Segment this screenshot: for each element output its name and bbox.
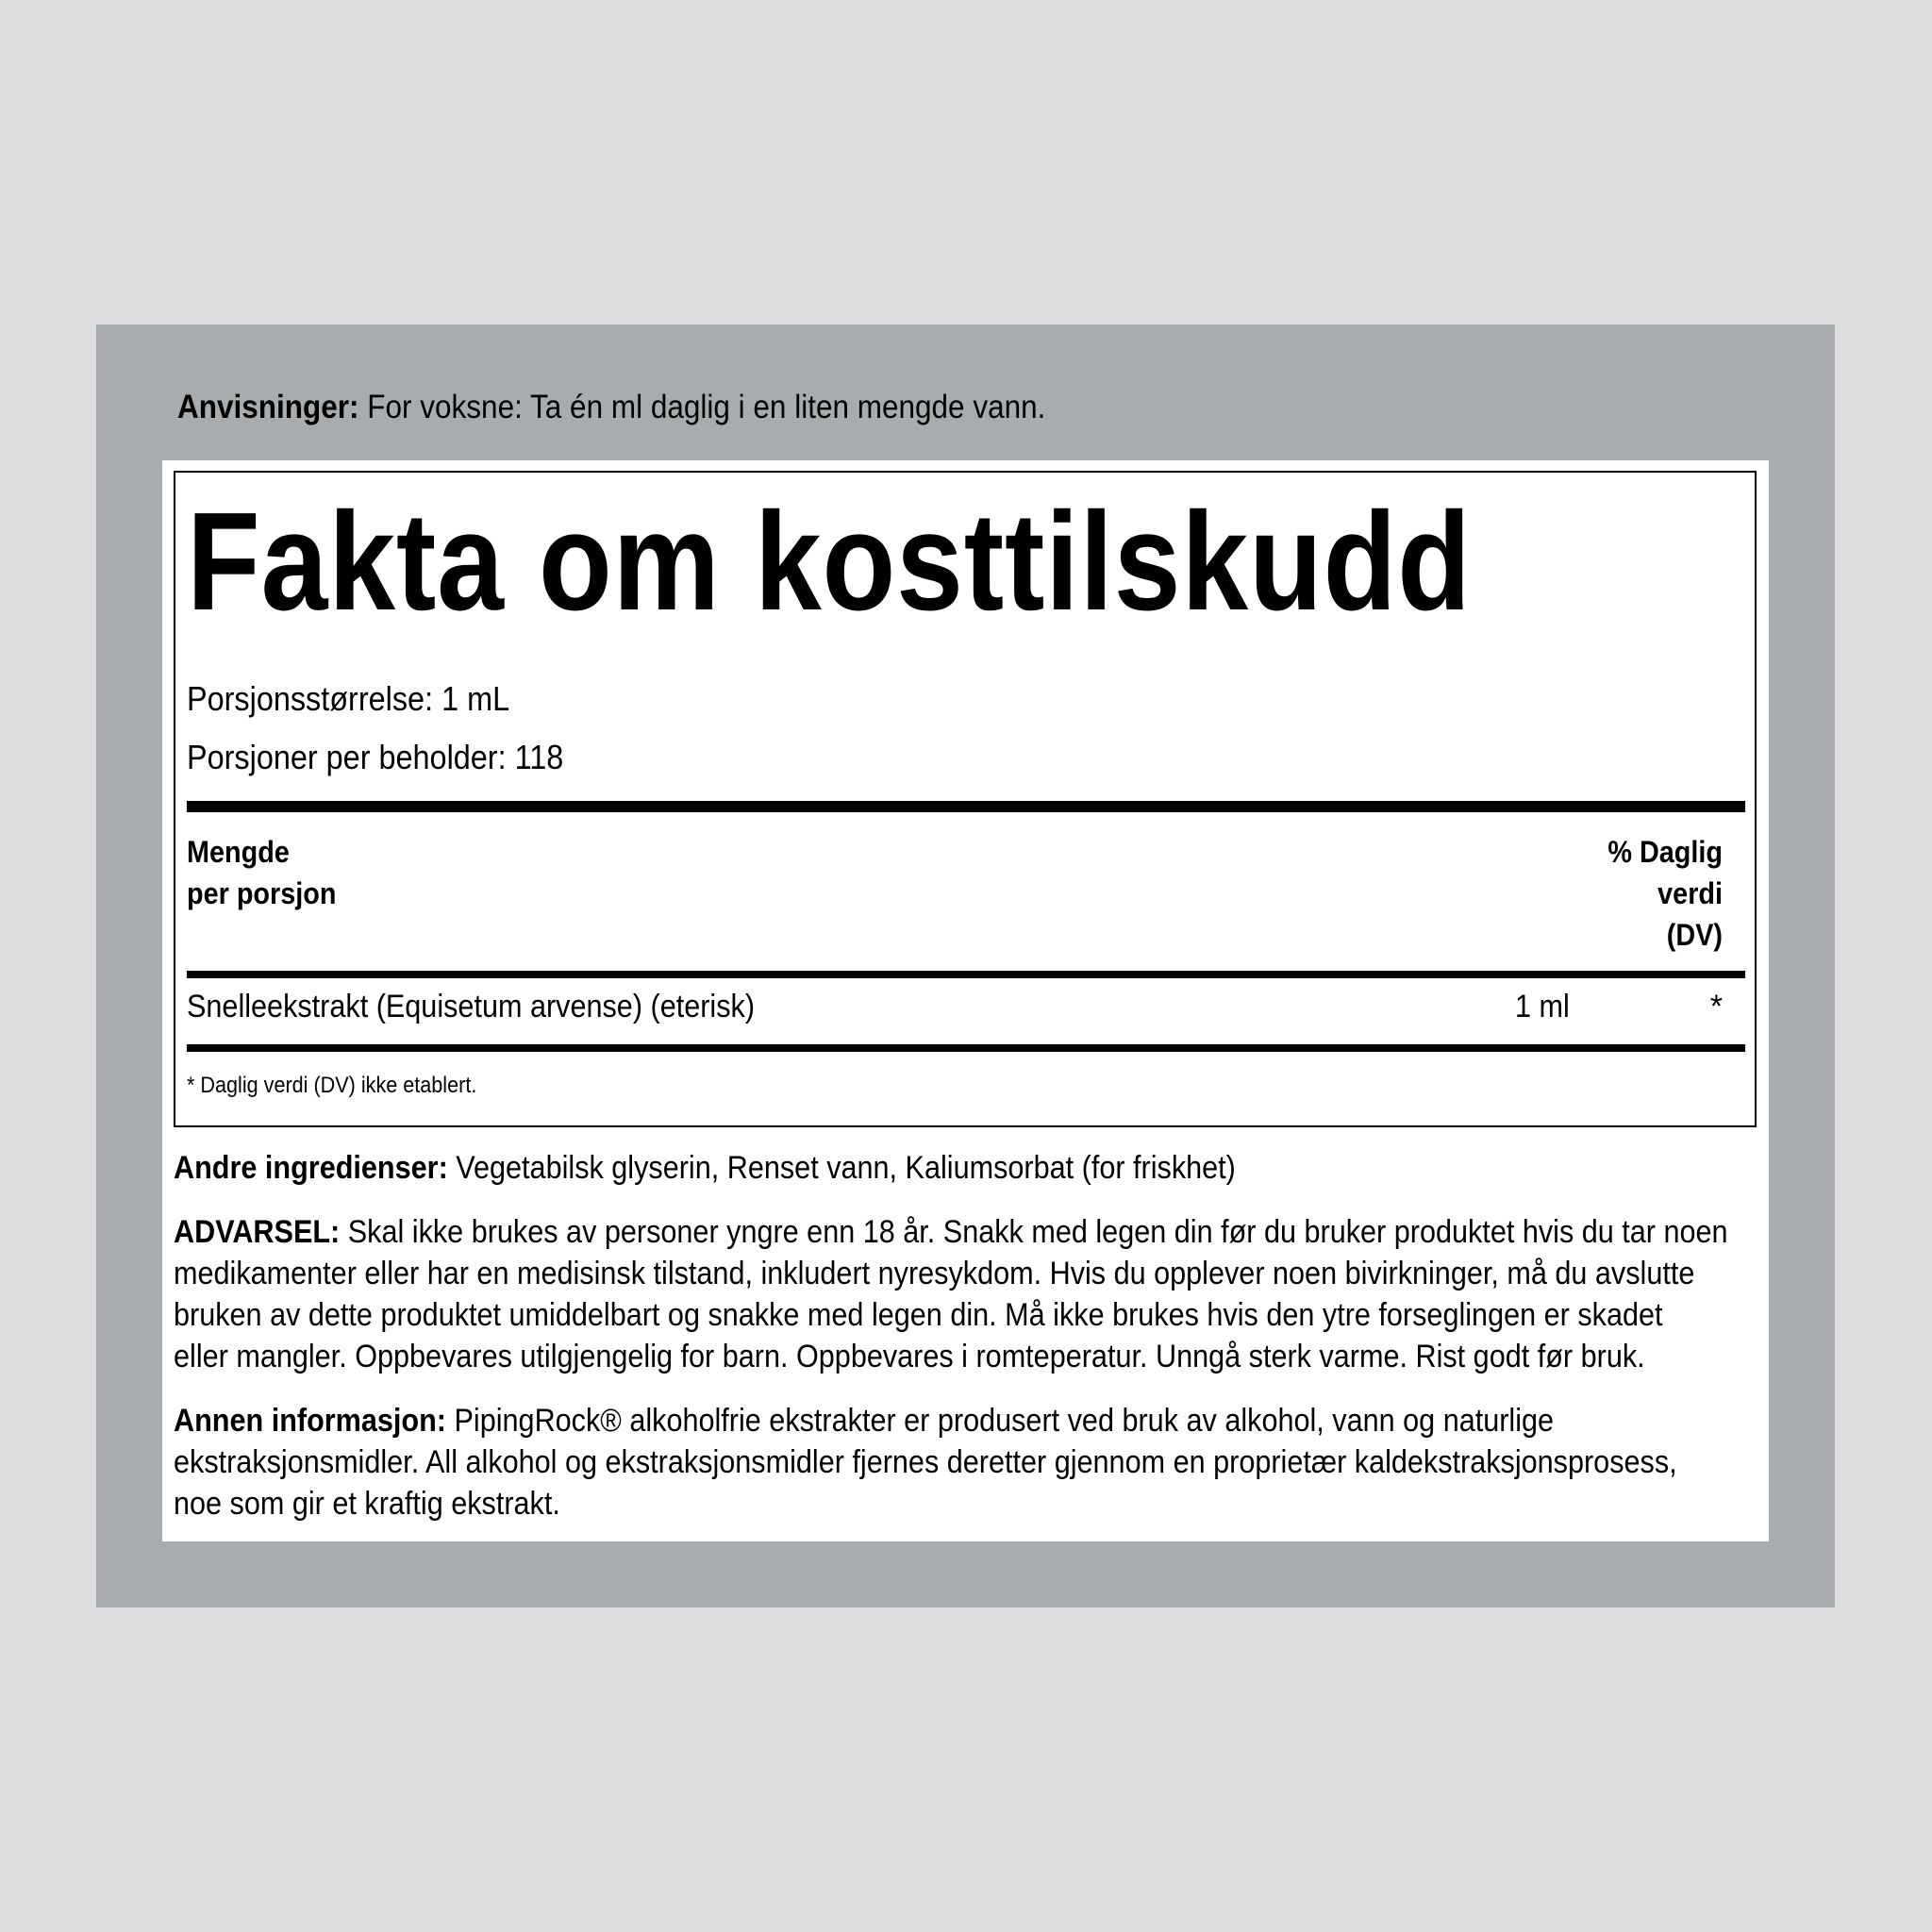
other-information (174, 1400, 1744, 1524)
amount-header-line2: per porsjon (187, 876, 337, 910)
warning-label: ADVARSEL: (174, 1214, 341, 1250)
other-info-label: Annen informasjon: (174, 1403, 446, 1439)
other-ingredients (174, 1147, 1744, 1189)
dv-header-line1: % Daglig (1607, 835, 1723, 869)
warning-line3: bruken av dette produktet umiddelbart og snakke med legen din. Må ikke brukes hvis den ytre forseglingen er skadet (174, 1297, 1663, 1333)
header-divider (187, 971, 1745, 978)
amount-per-serving-header (187, 831, 336, 914)
directions-label: Anvisninger: (177, 389, 359, 425)
facts-title: Fakta om kosttilskudd (187, 484, 1472, 640)
dv-header-line2: verdi (1657, 876, 1723, 910)
other-ingredients-label: Andre ingredienser: (174, 1150, 448, 1186)
row-divider (187, 1044, 1745, 1052)
warning (174, 1211, 1744, 1377)
servings-per-container: Porsjoner per beholder: 118 (187, 738, 564, 776)
other-info-line3: noe som gir et kraftig ekstrakt. (174, 1486, 560, 1522)
other-info-line2: ekstraksjonsmidler. All alkohol og ekstraksjonsmidler fjernes deretter gjennom en proprietær kaldekstraksjonsprosess, (174, 1444, 1677, 1480)
amount-header-line1: Mengde (187, 835, 290, 869)
daily-value-footnote: * Daglig verdi (DV) ikke etablert. (187, 1073, 477, 1098)
directions-text: For voksne: Ta én ml daglig i en liten mengde vann. (367, 389, 1046, 425)
dv-header-line3: (DV) (1666, 918, 1723, 952)
serving-size: Porsjonsstørrelse: 1 mL (187, 679, 510, 718)
ingredient-name: Snelleekstrakt (Equisetum arvense) (eterisk) (187, 989, 756, 1024)
daily-value-header (1536, 831, 1723, 956)
other-info-line1: PipingRock® alkoholfrie ekstrakter er produsert ved bruk av alkohol, vann og naturlige (454, 1403, 1555, 1439)
supplement-facts-box (174, 471, 1757, 1127)
warning-line2: medikamenter eller har en medisinsk tilstand, inkludert nyresykdom. Hvis du opplever noen bivirkninger, må du avslutte (174, 1256, 1695, 1291)
warning-line4: eller mangler. Oppbevares utilgjengelig for barn. Oppbevares i romteperatur. Unngå sterk varme. Rist godt før bruk. (174, 1339, 1645, 1374)
ingredient-daily-value: * (1709, 989, 1723, 1024)
thick-divider (187, 801, 1745, 812)
directions (177, 385, 1045, 430)
other-ingredients-text: Vegetabilsk glyserin, Renset vann, Kaliumsorbat (for friskhet) (456, 1150, 1236, 1186)
ingredient-amount: 1 ml (1515, 989, 1570, 1024)
warning-line1: Skal ikke brukes av personer yngre enn 18 år. Snakk med legen din før du bruker produktet hvis du tar noen (347, 1214, 1728, 1250)
